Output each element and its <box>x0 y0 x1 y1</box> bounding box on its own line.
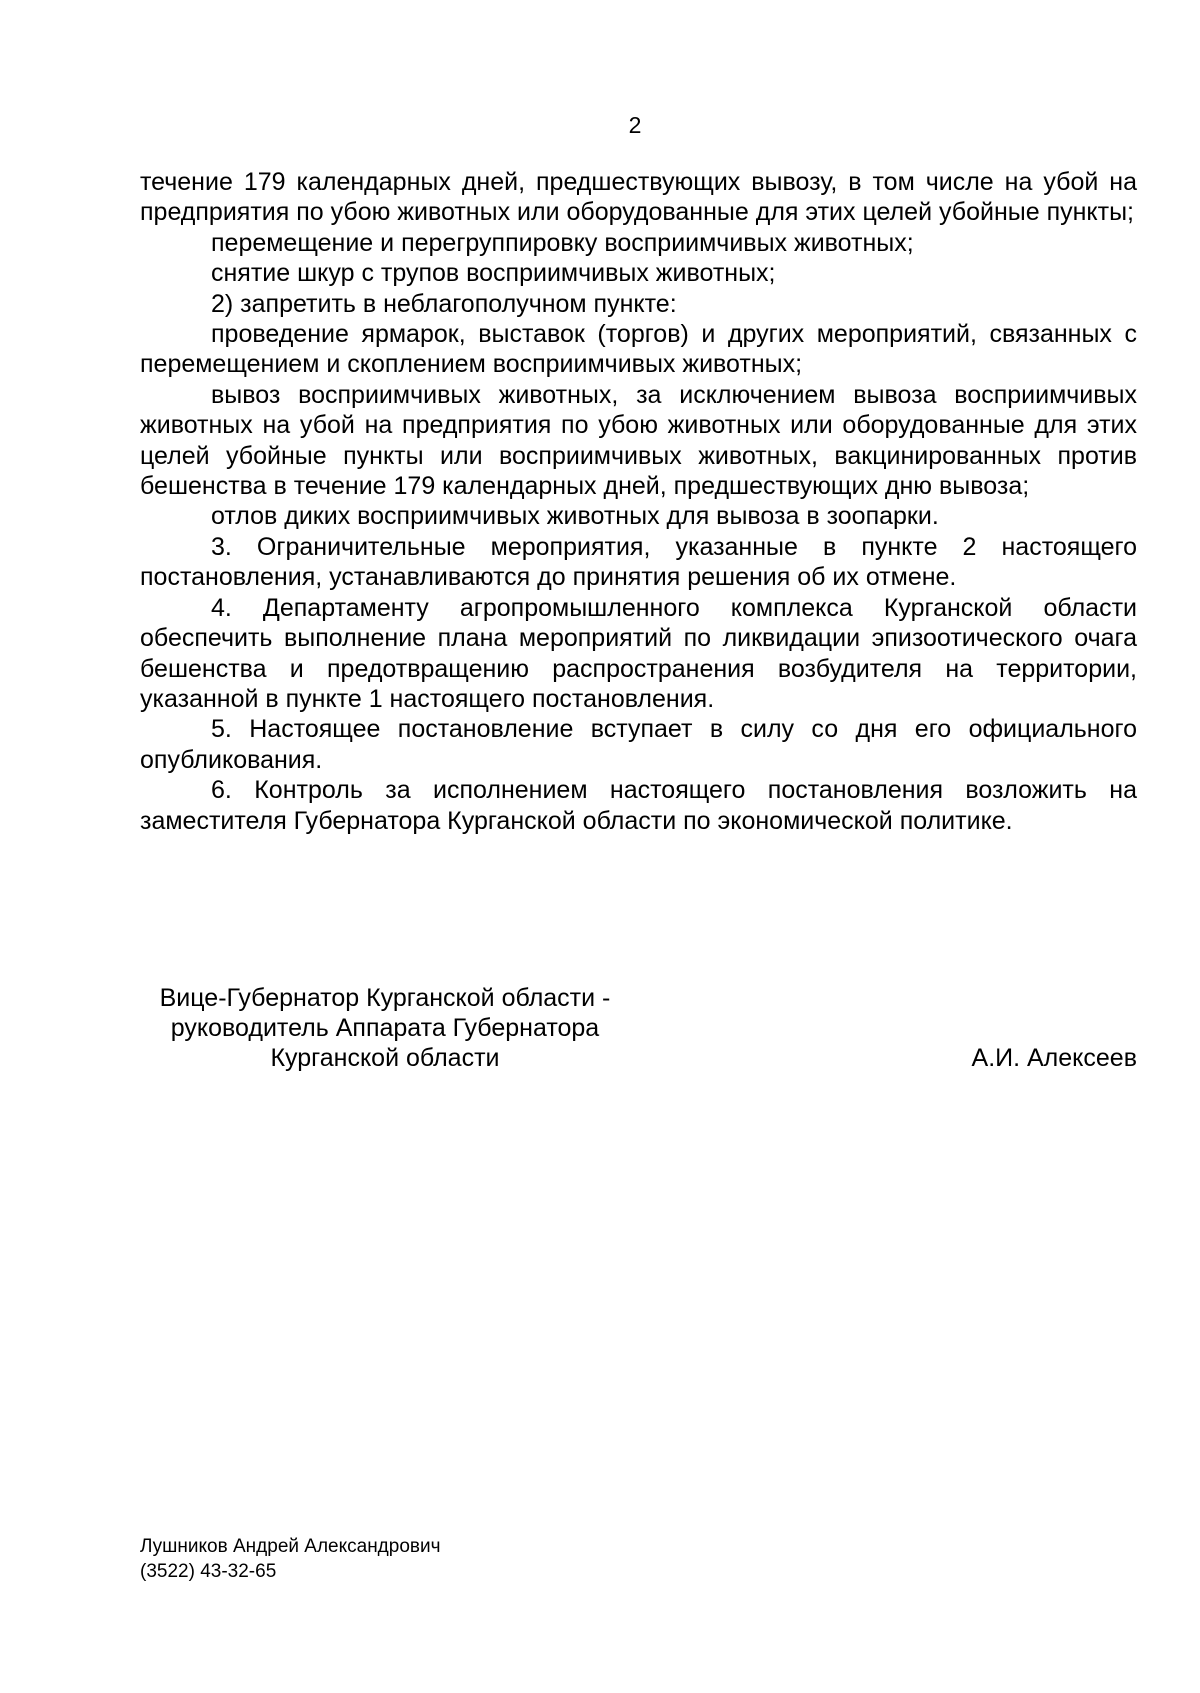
paragraph-fairs-ban: проведение ярмарок, выставок (торгов) и других мероприятий, связанных с перемещением и скоплением восприимчивых животных; <box>140 320 1137 379</box>
paragraph-skinning-ban: снятие шкур с трупов восприимчивых животных; <box>211 259 776 288</box>
page-number: 2 <box>628 112 642 138</box>
signatory-title <box>140 983 630 1073</box>
signatory-title-line: руководитель Аппарата Губернатора <box>170 1014 600 1042</box>
paragraph-continuation: течение 179 календарных дней, предшествующих вывозу, в том числе на убой на предприятия по убою животных или оборудованные для этих целей убойные пункты; <box>140 168 1137 227</box>
signatory-name: А.И. Алексеев <box>971 1044 1137 1072</box>
signatory-title-line: Вице-Губернатор Курганской области - <box>159 984 611 1012</box>
paragraph-prohibit-heading: 2) запретить в неблагополучном пункте: <box>211 289 677 318</box>
paragraph-capture-ban: отлов диких восприимчивых животных для вывоза в зоопарки. <box>211 502 939 531</box>
paragraph-export-ban: вывоз восприимчивых животных, за исключением вывоза восприимчивых животных на убой на предприятия по убою животных или оборудованные для этих целей убойные пункты или восприимчивых животных, вакцинированных против бешенства в течение 179 календарных дней, предшествующих дню вывоза; <box>140 380 1137 501</box>
contact-person: Лушников Андрей Александрович <box>140 1536 441 1557</box>
contact-block <box>140 1534 441 1584</box>
paragraph-item-6: 6. Контроль за исполнением настоящего постановления возложить на заместителя Губернатора Курганской области по экономической политике. <box>140 776 1137 835</box>
paragraph-item-3: 3. Ограничительные мероприятия, указанные в пункте 2 настоящего постановления, устанавливаются до принятия решения об их отмене. <box>140 532 1137 592</box>
paragraph-regrouping-ban: перемещение и перегруппировку восприимчивых животных; <box>211 228 914 257</box>
signatory-title-line: Курганской области <box>270 1044 500 1072</box>
signature-block <box>140 983 1137 1083</box>
contact-phone: (3522) 43-32-65 <box>140 1561 277 1582</box>
document-body <box>140 167 1137 836</box>
paragraph-item-5: 5. Настоящее постановление вступает в силу со дня его официального опубликования. <box>140 715 1137 774</box>
paragraph-item-4: 4. Департаменту агропромышленного комплекса Курганской области обеспечить выполнение плана мероприятий по ликвидации эпизоотического очага бешенства и предотвращению распространения возбудителя на территории, указанной в пункте 1 настоящего постановления. <box>140 593 1137 713</box>
